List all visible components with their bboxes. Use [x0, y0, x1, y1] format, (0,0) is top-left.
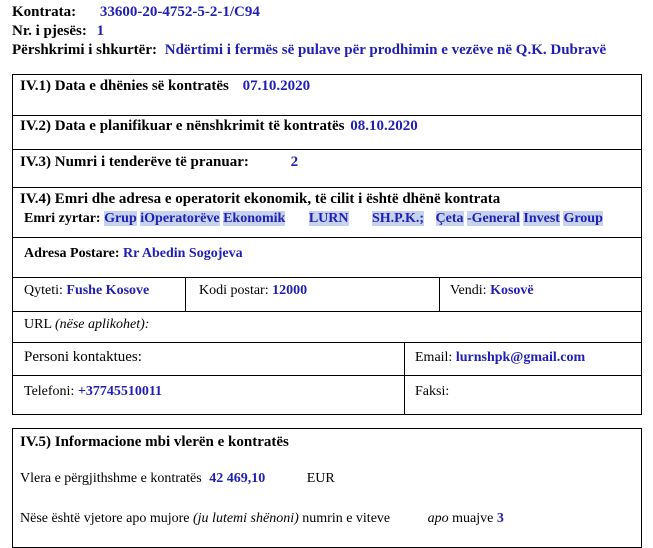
total-value-label: Vlera e përgjithshme e kontratës	[20, 471, 202, 486]
total-value-row	[20, 471, 335, 487]
section-iv3	[20, 154, 298, 171]
official-name-word: Grup	[104, 211, 137, 226]
address-value: Rr Abedin Sogojeva	[123, 246, 243, 261]
phone-label: Telefoni:	[24, 384, 75, 399]
official-name-word: Group	[563, 211, 603, 226]
fax-cell	[415, 384, 449, 400]
official-name-word: i	[140, 211, 145, 226]
email-label: Email:	[415, 350, 453, 365]
section-iv5-label: IV.5) Informacione mbi vlerën e kontratës	[20, 434, 289, 450]
address-row	[24, 246, 243, 262]
fax-label: Faksi:	[415, 384, 450, 399]
duration-row	[20, 511, 504, 527]
postal-label: Kodi postar:	[199, 283, 269, 298]
or-label: apo	[427, 511, 449, 526]
official-name-word: Çeta	[435, 211, 464, 226]
duration-text: Nëse është vjetore apo mujore	[20, 511, 190, 526]
city-value: Fushe Kosove	[66, 283, 150, 298]
official-name-word: SH.P.K.;	[372, 211, 424, 226]
section-iv1	[20, 78, 310, 95]
official-name-label: Emri zyrtar:	[24, 211, 101, 226]
section-iv2	[20, 118, 418, 135]
url-label: URL	[24, 317, 52, 332]
divider	[12, 342, 642, 343]
address-label: Adresa Postare:	[24, 246, 120, 261]
contract-line	[12, 4, 260, 21]
url-note: (nëse aplikohet):	[54, 317, 150, 332]
url-row	[24, 317, 149, 333]
section-iv4-label: IV.4) Emri dhe adresa e operatorit ekonomik, të cilit i është dhënë kontrata	[20, 191, 501, 207]
months-label: muajve	[452, 511, 494, 526]
country-value: Kosovë	[490, 283, 534, 298]
contact-person-label: Personi kontaktues:	[24, 349, 142, 365]
official-name-word: Invest	[523, 211, 560, 226]
email-cell	[415, 350, 585, 366]
country-cell	[450, 283, 534, 299]
divider	[439, 277, 440, 312]
divider	[185, 277, 186, 312]
short-desc-label: Përshkrimi i shkurtër:	[12, 42, 157, 58]
city-cell	[24, 283, 149, 299]
part-label: Nr. i pjesës:	[12, 23, 87, 39]
duration-text-2: numrin e viteve	[302, 511, 391, 526]
postal-cell	[199, 283, 307, 299]
official-name-word: Ekonomik	[223, 211, 286, 226]
phone-value: +37745510011	[77, 384, 163, 399]
part-value: 1	[96, 23, 105, 39]
currency: EUR	[306, 471, 335, 486]
contract-label: Kontrata:	[12, 4, 77, 20]
official-name-word: -General	[467, 211, 520, 226]
divider	[404, 342, 405, 415]
phone-cell	[24, 384, 162, 400]
award-date: 07.10.2020	[242, 78, 311, 94]
part-line	[12, 23, 104, 40]
short-desc-value: Ndërtimi i fermës së pulave për prodhimin e vezëve në Q.K. Dubravë	[164, 42, 607, 58]
postal-value: 12000	[272, 283, 308, 298]
email-value: lurnshpk@gmail.com	[455, 350, 586, 365]
official-name-row	[24, 211, 603, 227]
section-iv3-label: IV.3) Numri i tenderëve të pranuar:	[20, 154, 249, 170]
contract-value: 33600-20-4752-5-2-1/C94	[99, 4, 260, 20]
months-value: 3	[496, 511, 504, 526]
short-desc-line	[12, 42, 606, 59]
duration-note: (ju lutemi shënoni)	[193, 511, 299, 526]
official-name-word: Operatorëve	[144, 211, 220, 226]
country-label: Vendi:	[450, 283, 487, 298]
divider	[12, 375, 642, 376]
tenders-count: 2	[290, 154, 299, 170]
city-label: Qyteti:	[24, 283, 63, 298]
section-iv2-label: IV.2) Data e planifikuar e nënshkrimit të kontratës	[20, 118, 345, 134]
divider	[12, 237, 642, 238]
signing-date: 08.10.2020	[350, 118, 418, 134]
section-iv1-label: IV.1) Data e dhënies së kontratës	[20, 78, 229, 94]
divider	[12, 311, 642, 312]
total-value: 42 469,10	[209, 471, 266, 486]
divider	[12, 277, 642, 278]
official-name-word: LURN	[308, 211, 349, 226]
